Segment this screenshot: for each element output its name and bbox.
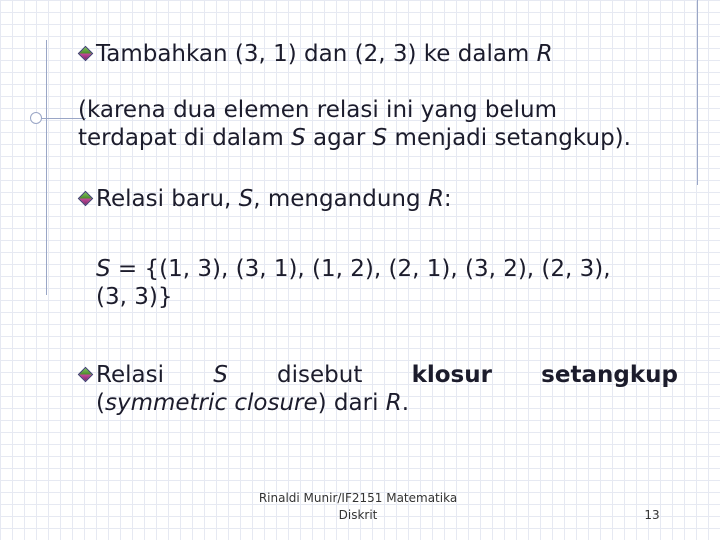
set-definition	[78, 255, 698, 311]
word-setangkup: setangkup	[541, 362, 678, 388]
var-R: R	[536, 41, 553, 67]
word-klosur: klosur	[411, 362, 492, 388]
var-S: S	[238, 186, 254, 212]
paren-open: (	[96, 390, 105, 416]
var-R: R	[427, 186, 444, 212]
var-S: S	[213, 362, 228, 388]
set-definition-text	[78, 255, 698, 311]
term-symmetric-closure: symmetric closure	[104, 390, 318, 416]
bullet-1-part-c: terdapat di dalam	[78, 125, 292, 151]
word-dari: ) dari	[317, 390, 386, 416]
decor-vertical-line-left	[46, 40, 47, 295]
word-disebut: disebut	[277, 362, 363, 388]
page-number: 13	[644, 508, 660, 522]
word-relasi: Relasi	[96, 362, 164, 388]
var-S: S	[291, 125, 306, 151]
bullet-1-text	[78, 40, 698, 68]
set-elements: = {(1, 3), (3, 1), (1, 2), (2, 1), (3, 2), (2, 3),	[110, 256, 611, 282]
footer-author	[248, 490, 468, 524]
bullet-1-part-a: Tambahkan (3, 1) dan (2, 3) ke dalam	[96, 41, 537, 67]
bullet-2-part-c: :	[443, 186, 452, 212]
bullet-2	[78, 185, 698, 213]
period: .	[401, 390, 410, 416]
bullet-2-part-a: Relasi baru,	[96, 186, 239, 212]
bullet-1-part-d: agar	[305, 125, 373, 151]
footer-line-2: Diskrit	[338, 508, 378, 522]
bullet-1-part-b: (karena dua elemen relasi ini yang belum	[78, 97, 558, 123]
bullet-3-text	[78, 361, 678, 417]
bullet-3-line-1	[96, 361, 678, 389]
var-R: R	[385, 390, 402, 416]
set-elements-end: (3, 3)}	[96, 284, 173, 310]
bullet-1-part-e: menjadi setangkup).	[387, 125, 631, 151]
bullet-2-part-b: , mengandung	[253, 186, 428, 212]
bullet-3	[78, 361, 678, 417]
bullet-1	[78, 40, 698, 152]
bullet-3-line-2	[96, 389, 678, 417]
decor-circle	[30, 112, 42, 124]
bullet-2-text	[78, 185, 698, 213]
var-S: S	[96, 256, 111, 282]
footer-line-1: Rinaldi Munir/IF2151 Matematika	[258, 491, 458, 505]
var-S: S	[372, 125, 388, 151]
